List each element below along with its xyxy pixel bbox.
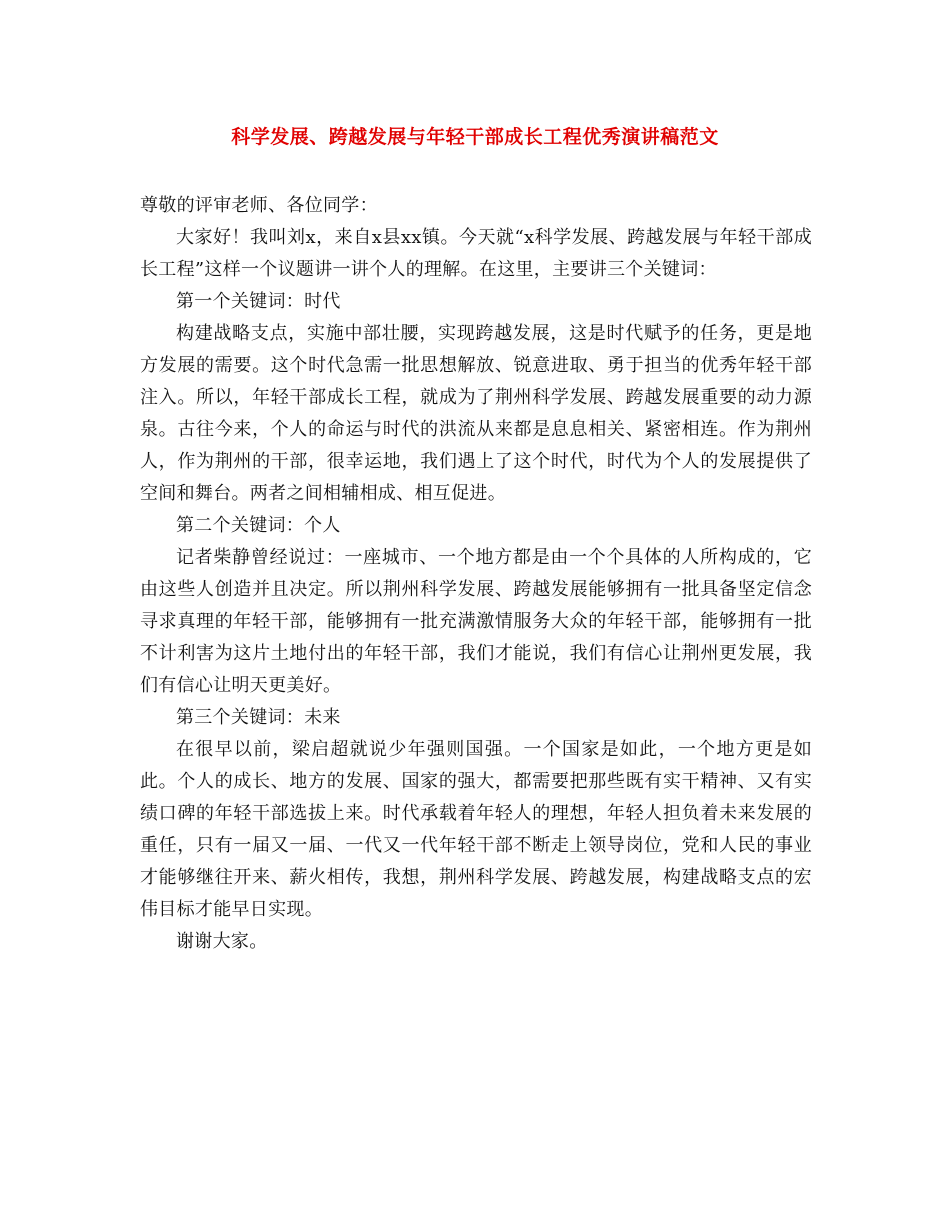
paragraph-individual: 记者柴静曾经说过：一座城市、一个地方都是由一个个具体的人所构成的，它由这些人创造并且决定。所以荆州科学发展、跨越发展能够拥有一批具备坚定信念寻求真理的年轻干部，能够拥有一批充满激情服务大众的年轻干部，能够拥有一批不计利害为这片土地付出的年轻干部，我们才能说，我们有信心让荆州更发展，我们有信心让明天更美好。 — [140, 547, 812, 696]
keyword-heading-2: 第二个关键词：个人 — [176, 515, 341, 536]
paragraph-future: 在很早以前，梁启超就说少年强则国强。一个国家是如此，一个地方更是如此。个人的成长、地方的发展、国家的强大，都需要把那些既有实干精神、又有实绩口碑的年轻干部选拔上来。时代承载着年轻人的理想，年轻人担负着未来发展的重任，只有一届又一届、一代又一代年轻干部不断走上领导岗位，党和人民的事业才能够继往开来、薪火相传，我想，荆州科学发展、跨越发展，构建战略支点的宏伟目标才能早日实现。 — [140, 739, 812, 920]
keyword-heading-3: 第三个关键词：未来 — [176, 707, 341, 728]
closing-thanks: 谢谢大家。 — [176, 931, 268, 952]
paragraph-intro: 大家好！我叫刘x，来自x县xx镇。今天就“x科学发展、跨越发展与年轻干部成长工程”这样一个议题讲一讲个人的理解。在这里，主要讲三个关键词： — [140, 227, 812, 280]
keyword-heading-1: 第一个关键词：时代 — [176, 291, 341, 312]
document-title: 科学发展、跨越发展与年轻干部成长工程优秀演讲稿范文 — [231, 126, 719, 148]
salutation: 尊敬的评审老师、各位同学： — [140, 195, 378, 216]
paragraph-era: 构建战略支点，实施中部壮腰，实现跨越发展，这是时代赋予的任务，更是地方发展的需要。这个时代急需一批思想解放、锐意进取、勇于担当的优秀年轻干部注入。所以，年轻干部成长工程，就成为了荆州科学发展、跨越发展重要的动力源泉。古往今来，个人的命运与时代的洪流从来都是息息相关、紧密相连。作为荆州人，作为荆州的干部，很幸运地，我们遇上了这个时代，时代为个人的发展提供了空间和舞台。两者之间相辅相成、相互促进。 — [140, 323, 812, 504]
document-body — [140, 190, 812, 958]
